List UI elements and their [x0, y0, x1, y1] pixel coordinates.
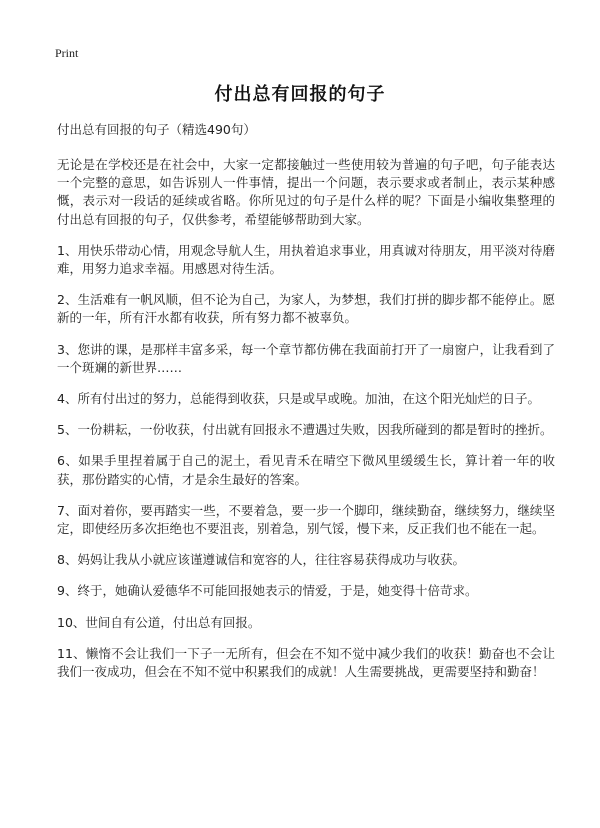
print-link[interactable]: Print	[55, 46, 79, 60]
sentence-item: 3、您讲的课，是那样丰富多采，每一个章节都仿佛在我面前打开了一扇窗户，让我看到了一个斑斓的新世界……	[57, 341, 555, 375]
sentence-item: 6、如果手里捏着属于自己的泥土，看见青禾在晴空下微风里缓缓生长，算计着一年的收获，那份踏实的心情，才是余生最好的答案。	[57, 453, 555, 487]
sentence-item: 11、懒惰不会让我们一下子一无所有，但会在不知不觉中减少我们的收获！勤奋也不会让我们一夜成功，但会在不知不觉中积累我们的成就！人生需要挑战，更需要坚持和勤奋！	[57, 645, 555, 680]
sentence-item: 2、生活难有一帆风顺，但不论为自己，为家人，为梦想，我们打拼的脚步都不能停止。愿新的一年，所有汗水都有收获，所有努力都不被辜负。	[57, 292, 555, 326]
article-subtitle: 付出总有回报的句子（精选490句）	[57, 122, 256, 137]
sentence-item: 4、所有付出过的努力，总能得到收获，只是或早或晚。加油，在这个阳光灿烂的日子。	[57, 391, 540, 407]
sentence-item: 7、面对着你，要再踏实一些，不要着急，要一步一个脚印，继续勤奋，继续努力，继续坚定，即使经历多次拒绝也不要沮丧，别着急，别气馁，慢下来，反正我们也不能在一起。	[57, 502, 555, 537]
sentence-item: 8、妈妈让我从小就应该谨遵诚信和宽容的人，往往容易获得成功与收获。	[57, 552, 465, 568]
sentence-item: 5、一份耕耘，一份收获，付出就有回报永不遭遇过失败，因我所碰到的都是暂时的挫折。	[57, 422, 553, 438]
article-body	[57, 121, 555, 694]
sentence-item: 9、终于，她确认爱德华不可能回报她表示的情爱，于是，她变得十倍苛求。	[57, 583, 478, 599]
intro-paragraph: 无论是在学校还是在社会中，大家一定都接触过一些使用较为普遍的句子吧，句子能表达一个完整的意思，如告诉别人一件事情，提出一个问题，表示要求或者制止，表示某种感慨，表示对一段话的延续或省略。你所见过的句子是什么样的呢？下面是小编收集整理的付出总有回报的句子，仅供参考，希望能够帮助到大家。	[57, 157, 555, 227]
page-title: 付出总有回报的句子	[214, 84, 386, 105]
sentence-item: 10、世间自有公道，付出总有回报。	[57, 614, 261, 630]
sentence-item: 1、用快乐带动心情，用观念导航人生，用执着追求事业，用真诚对待朋友，用平淡对待磨难，用努力追求幸福。用感恩对待生活。	[57, 242, 555, 277]
